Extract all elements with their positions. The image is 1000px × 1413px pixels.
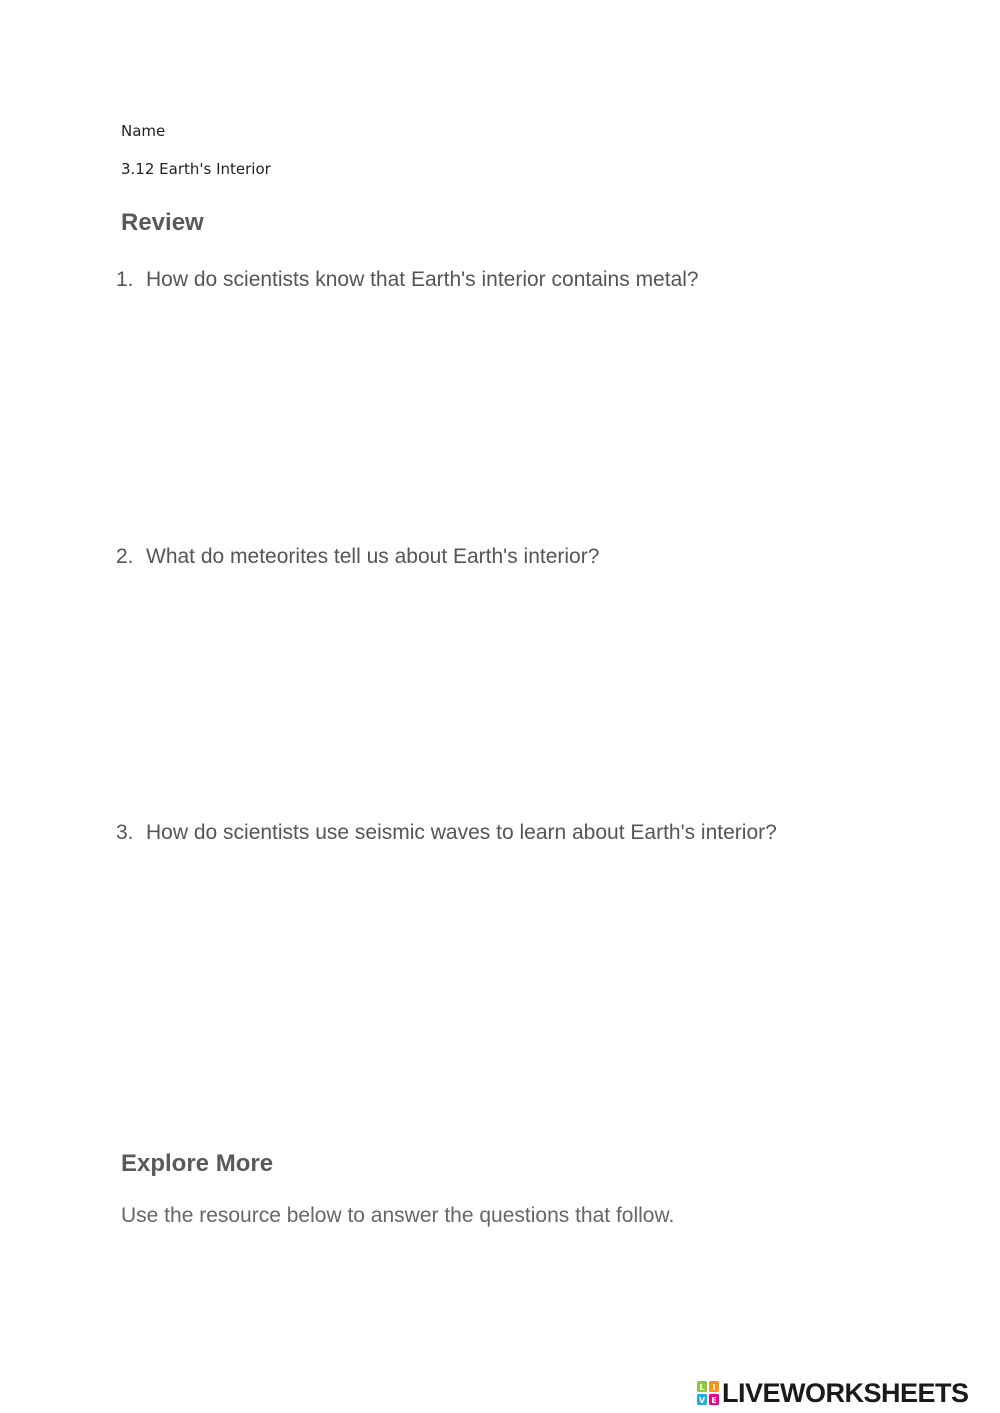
- svg-text:L: L: [699, 1383, 705, 1392]
- question-number: 3.: [116, 821, 134, 844]
- question-text: How do scientists use seismic waves to learn about Earth's interior?: [146, 821, 777, 844]
- logo-text: LIVEWORKSHEETS: [722, 1378, 969, 1408]
- explore-instruction: Use the resource below to answer the questions that follow.: [121, 1204, 675, 1227]
- lesson-title: 3.12 Earth's Interior: [121, 160, 271, 178]
- question-number: 1.: [116, 268, 134, 291]
- question-number: 2.: [116, 545, 134, 568]
- question-text: What do meteorites tell us about Earth's interior?: [146, 545, 600, 568]
- svg-text:I: I: [712, 1383, 716, 1392]
- question-2: [116, 545, 599, 569]
- liveworksheets-logo-icon: [697, 1381, 719, 1405]
- review-heading: Review: [121, 209, 204, 236]
- explore-more-heading: Explore More: [121, 1150, 274, 1177]
- question-text: How do scientists know that Earth's interior contains metal?: [146, 268, 699, 291]
- svg-text:E: E: [711, 1396, 717, 1405]
- name-label: Name: [121, 122, 166, 140]
- liveworksheets-logo[interactable]: [697, 1378, 969, 1408]
- svg-text:V: V: [698, 1396, 706, 1405]
- question-1: [116, 268, 699, 292]
- question-3: [116, 821, 777, 845]
